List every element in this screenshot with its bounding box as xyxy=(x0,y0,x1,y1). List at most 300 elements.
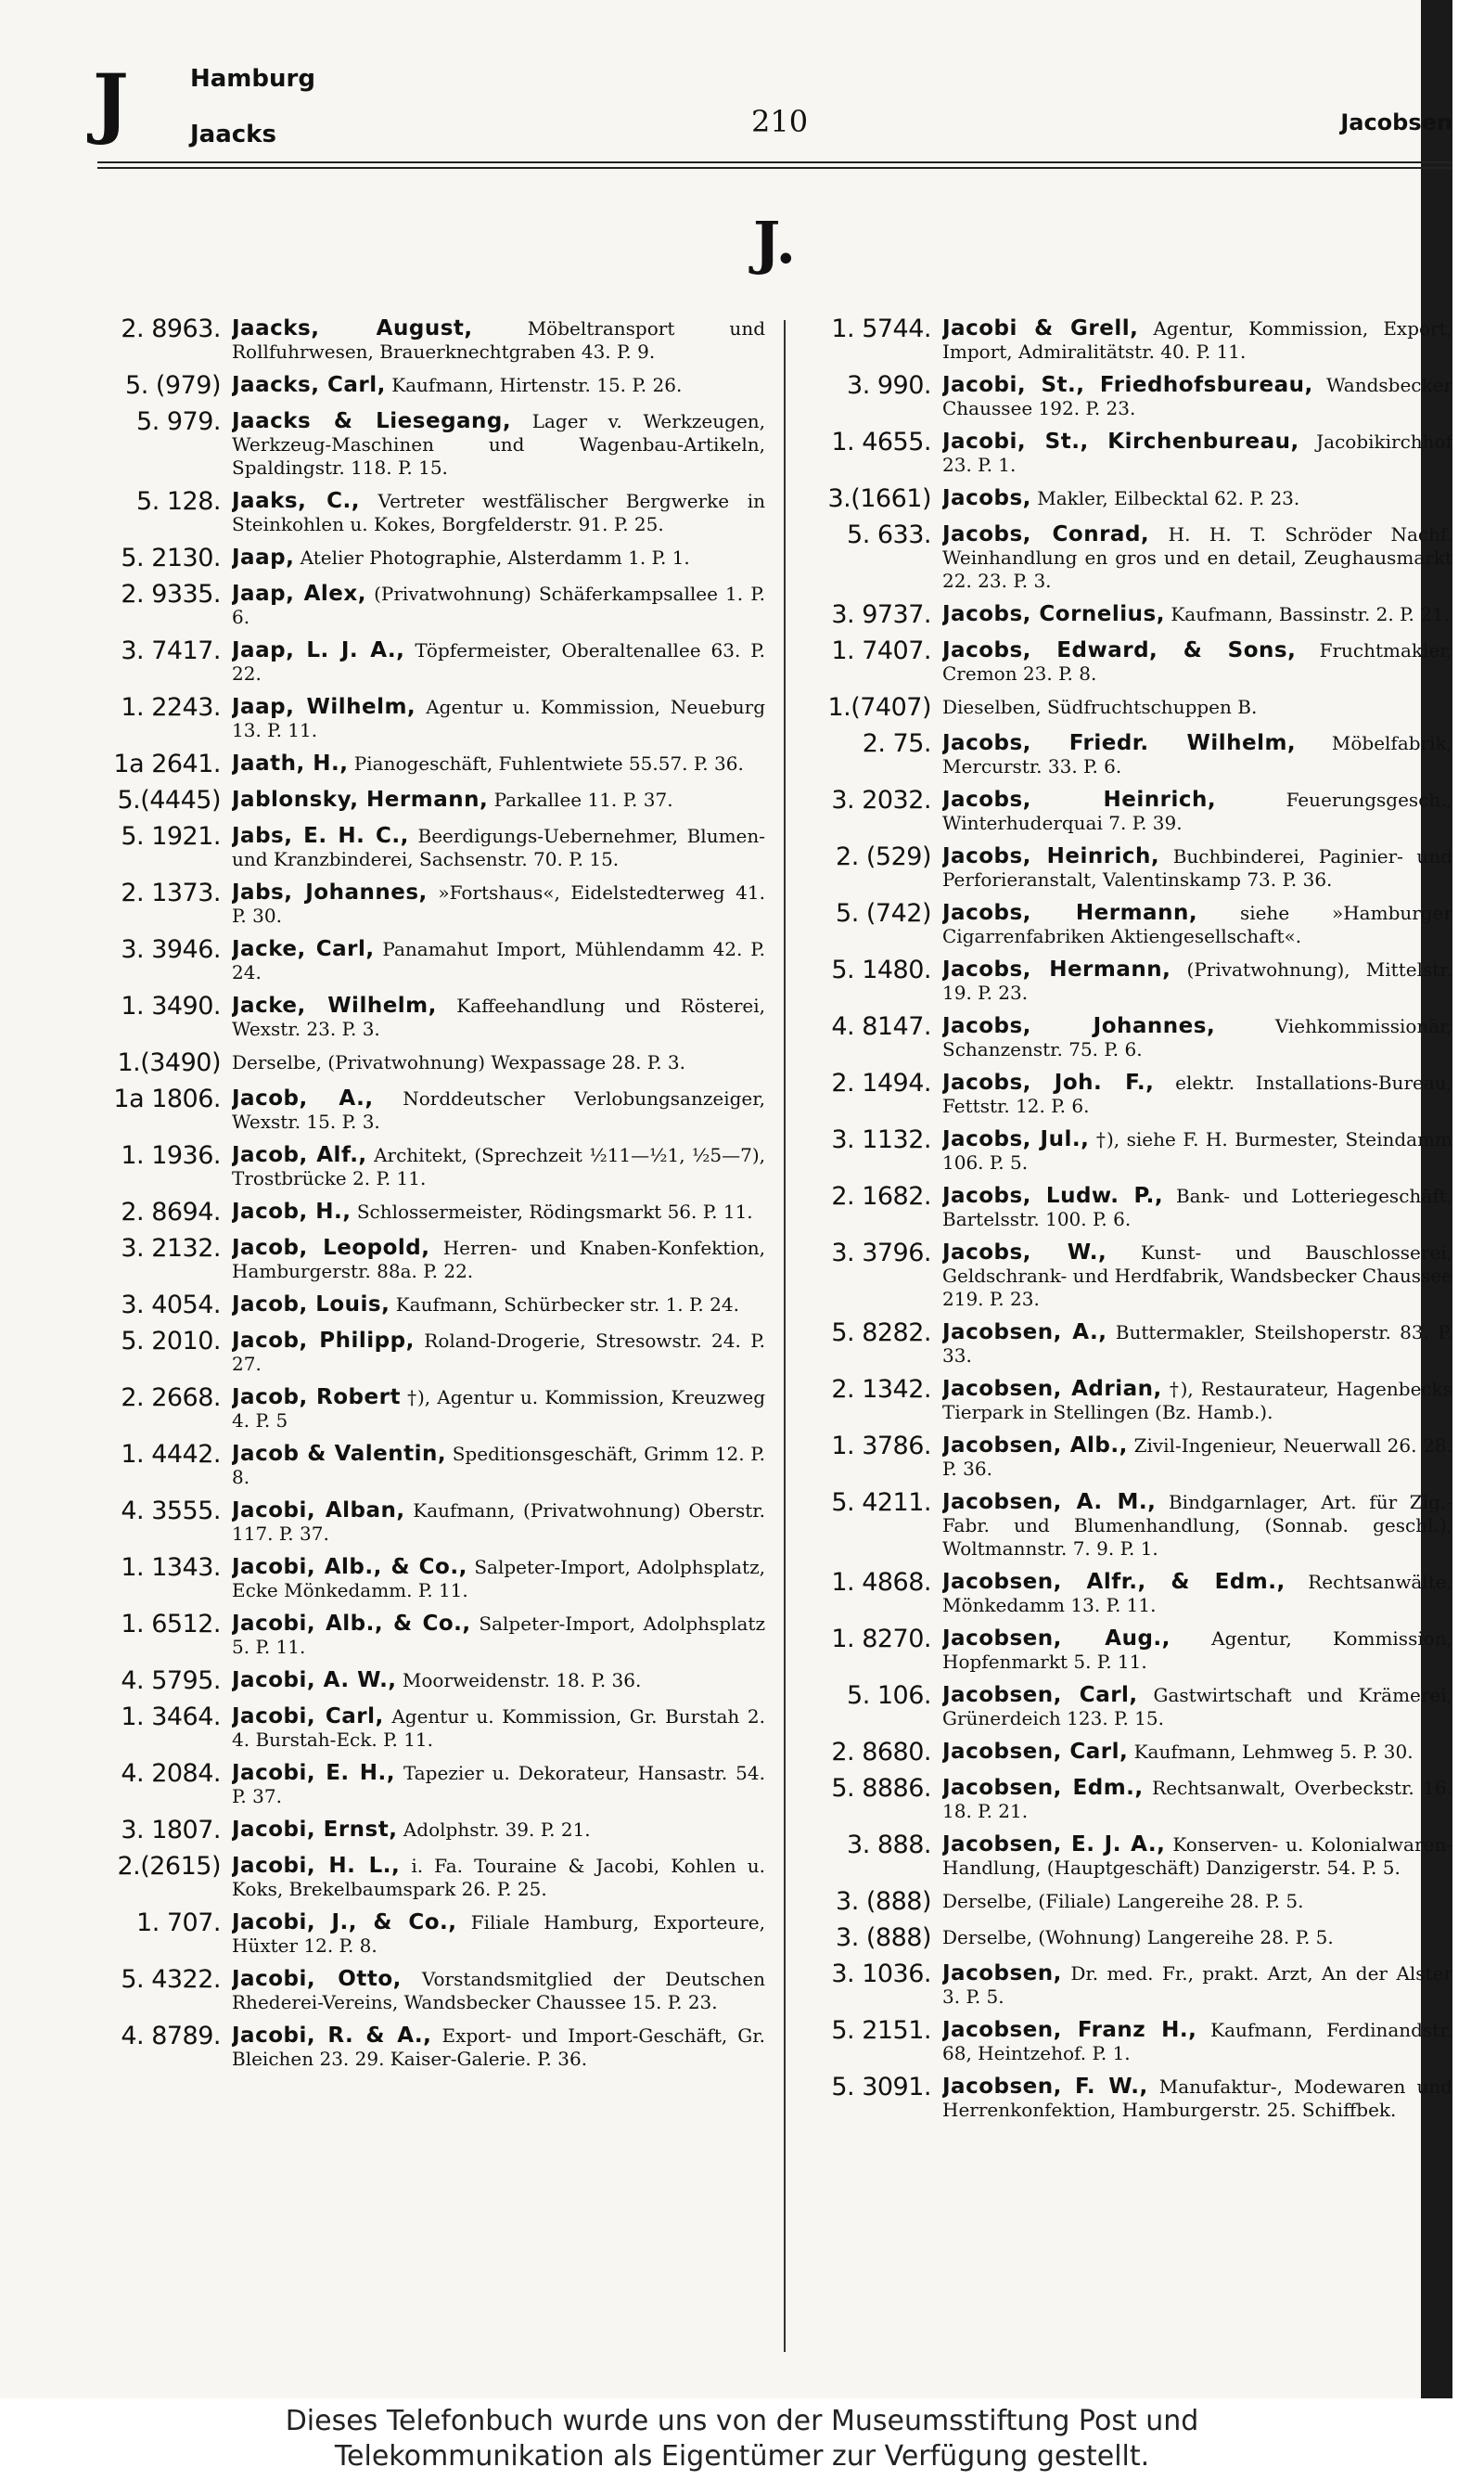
entry-name: Jacob, Leopold, xyxy=(232,1236,430,1260)
directory-entry xyxy=(803,787,1452,835)
phone-number: 5.(4445) xyxy=(117,786,221,815)
entry-details: Adolphstr. 39. P. 21. xyxy=(403,1818,591,1841)
directory-entry xyxy=(93,694,765,742)
entry-text xyxy=(942,1126,1452,1175)
directory-entry xyxy=(93,880,765,928)
entry-text xyxy=(232,1760,765,1808)
entry-details: Dr. med. Fr., prakt. Arzt, An der Alster 3. P. 5. xyxy=(942,1962,1452,2008)
entry-text xyxy=(232,372,765,400)
phone-number: 3. 4054. xyxy=(121,1291,221,1319)
entry-name: Jacobs, Hermann, xyxy=(942,957,1171,982)
directory-entry xyxy=(803,1625,1452,1674)
phone-number: 1. 2243. xyxy=(121,693,221,722)
phone-number: 4. 8789. xyxy=(121,2022,221,2050)
entry-name: Jacobsen, Alb., xyxy=(942,1433,1128,1458)
entry-details: Salpeter-Import, Adolphsplatz 5. P. 11. xyxy=(232,1613,765,1658)
directory-entry xyxy=(93,315,765,364)
phone-number: 3.(1661) xyxy=(827,484,931,513)
header-range-start: Jaacks xyxy=(190,121,276,148)
phone-number: 2.(2615) xyxy=(117,1852,221,1881)
entry-name: Jacobs, Heinrich, xyxy=(942,844,1160,868)
directory-entry xyxy=(803,1183,1452,1231)
directory-entry xyxy=(93,2023,765,2071)
entry-text xyxy=(232,936,765,984)
entry-text xyxy=(942,637,1452,686)
directory-entry xyxy=(803,730,1452,778)
entry-name: Jacobi, Alb., & Co., xyxy=(232,1612,471,1636)
phone-number: 2. 9335. xyxy=(121,580,221,609)
phone-number: 5. 8886. xyxy=(831,1774,931,1803)
entry-text xyxy=(232,637,765,686)
entry-name: Jacke, Carl, xyxy=(232,937,375,961)
left-column xyxy=(93,315,765,2079)
directory-entry xyxy=(93,1049,765,1077)
phone-number: 4. 2084. xyxy=(121,1759,221,1788)
entry-details: Derselbe, (Filiale) Langereihe 28. P. 5. xyxy=(942,1890,1304,1912)
entry-text xyxy=(232,2023,765,2071)
entry-name: Jaacks, Carl, xyxy=(232,373,386,397)
phone-number: 5. 4322. xyxy=(121,1965,221,1994)
phone-number: 3. 9737. xyxy=(831,600,931,629)
entry-text xyxy=(232,1554,765,1602)
phone-number: 3. 888. xyxy=(847,1831,931,1859)
entry-text xyxy=(942,1888,1452,1916)
phone-number: 1. 4442. xyxy=(121,1440,221,1469)
entry-name: Jaap, Wilhelm, xyxy=(232,695,416,719)
directory-entry xyxy=(803,1489,1452,1561)
entry-text xyxy=(942,1682,1452,1730)
entry-details: Kaufmann, Ferdinandstr. 68, Heintzehof. P. 1. xyxy=(942,2019,1452,2064)
directory-entry xyxy=(803,485,1452,513)
entry-name: Jacobi, E. H., xyxy=(232,1761,395,1785)
directory-entry xyxy=(93,1703,765,1752)
phone-number: 1. 3464. xyxy=(121,1703,221,1731)
entry-name: Jaap, L. J. A., xyxy=(232,638,405,662)
entry-text xyxy=(942,957,1452,1005)
directory-entry xyxy=(93,1909,765,1958)
directory-entry xyxy=(803,1775,1452,1823)
entry-details: Herren- und Knaben-Konfektion, Hamburgerstr. 88a. P. 22. xyxy=(232,1237,765,1282)
entry-name: Jacobs, Heinrich, xyxy=(942,788,1217,812)
phone-number: 3. 1132. xyxy=(831,1125,931,1154)
phone-number: 2. 1342. xyxy=(831,1375,931,1404)
directory-entry xyxy=(803,1888,1452,1916)
entry-text xyxy=(232,1384,765,1433)
header-rule-top xyxy=(97,161,1452,163)
directory-entry xyxy=(93,1199,765,1227)
entry-text xyxy=(232,1049,765,1077)
entry-details: Kaufmann, Lehmweg 5. P. 30. xyxy=(1133,1741,1414,1763)
directory-entry xyxy=(803,957,1452,1005)
entry-details: Agentur u. Kommission, Gr. Burstah 2. 4. Burstah-Eck. P. 11. xyxy=(232,1705,765,1751)
entry-details: Tapezier u. Dekorateur, Hansastr. 54. P. 37. xyxy=(232,1762,765,1807)
directory-entry xyxy=(93,637,765,686)
phone-number: 4. 8147. xyxy=(831,1012,931,1041)
entry-text xyxy=(232,1086,765,1134)
directory-entry xyxy=(93,1384,765,1433)
entry-details: Schlossermeister, Rödingsmarkt 56. P. 11. xyxy=(356,1201,753,1223)
header-city: Hamburg xyxy=(190,65,315,93)
phone-number: 4. 5795. xyxy=(121,1666,221,1695)
entry-text xyxy=(942,1775,1452,1823)
entry-text xyxy=(942,1960,1452,2009)
entry-name: Jabs, Johannes, xyxy=(232,880,428,905)
phone-number: 1. 4868. xyxy=(831,1568,931,1597)
entry-name: Jacobs, Friedr. Wilhelm, xyxy=(942,731,1297,755)
entry-name: Jacob, Louis, xyxy=(232,1292,390,1317)
directory-entry xyxy=(803,521,1452,593)
phone-number: 5. 979. xyxy=(136,407,221,436)
entry-details: Norddeutscher Verlobungsanzeiger, Wexstr. 15. P. 3. xyxy=(232,1087,765,1133)
entry-name: Jaacks, August, xyxy=(232,316,473,341)
directory-entry xyxy=(93,1235,765,1283)
directory-entry xyxy=(803,1240,1452,1311)
entry-text xyxy=(942,1739,1452,1767)
entry-text xyxy=(232,1909,765,1958)
entry-name: Jacob, Robert xyxy=(232,1385,401,1409)
entry-name: Jacke, Wilhelm, xyxy=(232,994,437,1018)
directory-entry xyxy=(803,429,1452,477)
entry-details: Filiale Hamburg, Exporteure, Hüxter 12. P. 8. xyxy=(232,1911,765,1957)
entry-details: Export- und Import-Geschäft, Gr. Bleichen 23. 29. Kaiser-Galerie. P. 36. xyxy=(232,2024,765,2070)
entry-name: Jacobs, Jul., xyxy=(942,1127,1090,1151)
phone-number: 5. 2130. xyxy=(121,544,221,572)
phone-number: 5. 633. xyxy=(847,520,931,549)
entry-text xyxy=(942,1183,1452,1231)
entry-text xyxy=(942,429,1452,477)
entry-details: Bank- und Lotteriegeschäft, Bartelsstr. 100. P. 6. xyxy=(942,1185,1452,1230)
directory-entry xyxy=(93,1966,765,2014)
entry-details: Agentur, Kommission, Hopfenmarkt 5. P. 11. xyxy=(942,1627,1452,1673)
entry-details: †), Restaurateur, Hagenbecks Tierpark in Stellingen (Bz. Hamb.). xyxy=(942,1378,1452,1423)
entry-text xyxy=(942,730,1452,778)
directory-entry xyxy=(803,1960,1452,2009)
phone-number: 5. 106. xyxy=(847,1681,931,1710)
phone-number: 3. (888) xyxy=(836,1887,931,1916)
directory-entry xyxy=(93,1667,765,1695)
entry-text xyxy=(232,880,765,928)
directory-entry xyxy=(803,694,1452,722)
entry-text xyxy=(232,488,765,536)
header-rule-bottom xyxy=(97,167,1452,169)
entry-name: Jacobsen, Edm., xyxy=(942,1776,1144,1800)
phone-number: 3. (888) xyxy=(836,1923,931,1952)
entry-details: Salpeter-Import, Adolphsplatz, Ecke Mönkedamm. P. 11. xyxy=(232,1556,765,1601)
directory-entry xyxy=(803,372,1452,420)
entry-text xyxy=(232,1235,765,1283)
entry-text xyxy=(232,1703,765,1752)
directory-entry xyxy=(93,372,765,400)
entry-name: Jacobsen, A. M., xyxy=(942,1490,1157,1514)
entry-name: Jaaks, C., xyxy=(232,489,360,513)
entry-name: Jacobsen, A., xyxy=(942,1320,1107,1344)
entry-details: Agentur, Kommission, Export, Import, Admiralitätstr. 40. P. 11. xyxy=(942,317,1452,363)
entry-details: Fruchtmakler, Cremon 23. P. 8. xyxy=(942,639,1452,685)
entry-name: Jacobi, J., & Co., xyxy=(232,1910,457,1934)
phone-number: 5. (979) xyxy=(125,371,221,400)
entry-text xyxy=(232,1611,765,1659)
entry-details: siehe »Hamburger Cigarrenfabriken Aktiengesellschaft«. xyxy=(942,902,1452,947)
entry-text xyxy=(942,787,1452,835)
entry-text xyxy=(942,694,1452,722)
entry-text xyxy=(942,2074,1452,2122)
entry-text xyxy=(232,1966,765,2014)
entry-details: Derselbe, (Wohnung) Langereihe 28. P. 5. xyxy=(942,1926,1334,1948)
directory-entry xyxy=(93,936,765,984)
entry-name: Jacobi, Carl, xyxy=(232,1704,384,1728)
entry-name: Jacobsen, E. J. A., xyxy=(942,1832,1166,1857)
directory-entry xyxy=(803,1682,1452,1730)
entry-details: elektr. Installations-Bureau, Fettstr. 12. P. 6. xyxy=(942,1072,1452,1117)
header-range-end: Jacobsen xyxy=(1340,109,1452,135)
entry-name: Jacobsen, xyxy=(942,1961,1062,1985)
entry-name: Jacobi, Ernst, xyxy=(232,1818,398,1842)
entry-name: Jacobs, Ludw. P., xyxy=(942,1184,1164,1208)
entry-name: Jacob, A., xyxy=(232,1086,374,1111)
directory-entry xyxy=(803,1831,1452,1880)
phone-number: 1. 3490. xyxy=(121,992,221,1021)
directory-entry xyxy=(93,1328,765,1376)
entry-name: Jabs, E. H. C., xyxy=(232,824,409,848)
entry-text xyxy=(232,1667,765,1695)
entry-text xyxy=(942,1831,1452,1880)
page-number: 210 xyxy=(751,104,809,139)
directory-entry xyxy=(93,581,765,629)
entry-name: Jacobs, xyxy=(942,486,1031,510)
entry-name: Jacobi, Otto, xyxy=(232,1967,402,1991)
entry-details: Architekt, (Sprechzeit ½11—½1, ½5—7), Trostbrücke 2. P. 11. xyxy=(232,1144,765,1189)
entry-name: Jaap, xyxy=(232,546,295,570)
entry-text xyxy=(232,545,765,572)
entry-name: Jacobs, W., xyxy=(942,1240,1107,1265)
right-column xyxy=(803,315,1452,2130)
entry-text xyxy=(942,1240,1452,1311)
directory-entry xyxy=(93,1142,765,1190)
entry-name: Jacobi, St., Kirchenbureau, xyxy=(942,430,1299,454)
entry-details: i. Fa. Touraine & Jacobi, Kohlen u. Koks, Brekelbaumspark 26. P. 25. xyxy=(232,1855,765,1900)
entry-text xyxy=(942,1070,1452,1118)
phone-number: 3. 990. xyxy=(847,371,931,400)
phone-number: 2. 8694. xyxy=(121,1198,221,1227)
phone-number: 1a 1806. xyxy=(113,1085,221,1113)
entry-details: Dieselben, Südfruchtschuppen B. xyxy=(942,696,1258,718)
phone-number: 1.(7407) xyxy=(827,693,931,722)
entry-text xyxy=(232,993,765,1041)
entry-text xyxy=(942,1433,1452,1481)
directory-entry xyxy=(803,1013,1452,1061)
phone-number: 2. 75. xyxy=(862,729,931,758)
directory-entry xyxy=(93,488,765,536)
entry-name: Jacob, Philipp, xyxy=(232,1329,415,1353)
phone-number: 1.(3490) xyxy=(117,1048,221,1077)
entry-details: (Privatwohnung) Schäferkampsallee 1. P. 6. xyxy=(232,583,765,628)
entry-name: Jacob, Alf., xyxy=(232,1143,367,1167)
entry-name: Jacobsen, F. W., xyxy=(942,2075,1148,2099)
entry-text xyxy=(942,601,1452,629)
phone-number: 3. 2032. xyxy=(831,786,931,815)
entry-text xyxy=(942,1924,1452,1952)
entry-name: Jacobsen, Carl, xyxy=(942,1740,1129,1764)
entry-name: Jacobsen, Aug., xyxy=(942,1626,1171,1651)
directory-entry xyxy=(803,1126,1452,1175)
phone-number: 1. 3786. xyxy=(831,1432,931,1460)
entry-details: Möbelfabrik, Mercurstr. 33. P. 6. xyxy=(942,732,1452,777)
entry-text xyxy=(232,787,765,815)
phone-number: 3. 3796. xyxy=(831,1239,931,1267)
phone-number: 4. 3555. xyxy=(121,1497,221,1525)
entry-name: Jacob, H., xyxy=(232,1200,352,1224)
entry-details: Kaffeehandlung und Rösterei, Wexstr. 23. P. 3. xyxy=(232,995,765,1040)
entry-name: Jacobi, A. W., xyxy=(232,1668,397,1692)
directory-entry xyxy=(803,1569,1452,1617)
entry-details: Kunst- und Bauschlosserei, Geldschrank- und Herdfabrik, Wandsbecker Chaussee 219. P. 23. xyxy=(942,1241,1452,1310)
entry-text xyxy=(942,1013,1452,1061)
entry-details: Kaufmann, Schürbecker str. 1. P. 24. xyxy=(395,1293,739,1316)
entry-text xyxy=(942,1376,1452,1424)
entry-text xyxy=(232,1328,765,1376)
entry-details: Töpfermeister, Oberaltenallee 63. P. 22. xyxy=(232,639,765,685)
entry-details: Zivil-Ingenieur, Neuerwall 26. 28. P. 36. xyxy=(942,1434,1452,1480)
entry-name: Jacobsen, Alfr., & Edm., xyxy=(942,1570,1286,1594)
directory-entry xyxy=(93,408,765,480)
phone-number: 5. 4211. xyxy=(831,1488,931,1517)
entry-name: Jaath, H., xyxy=(232,752,349,776)
entry-name: Jacobs, Edward, & Sons, xyxy=(942,638,1297,662)
phone-number: 1. 5744. xyxy=(831,315,931,343)
phone-number: 1. 1936. xyxy=(121,1141,221,1170)
entry-name: Jacobi, R. & A., xyxy=(232,2024,432,2048)
entry-text xyxy=(942,1489,1452,1561)
entry-details: Beerdigungs-Uebernehmer, Blumen- und Kranzbinderei, Sachsenstr. 70. P. 15. xyxy=(232,825,765,870)
entry-text xyxy=(942,2017,1452,2065)
directory-entry xyxy=(93,1497,765,1546)
phone-number: 2. 1494. xyxy=(831,1069,931,1098)
entry-details: Wandsbecker Chaussee 192. P. 23. xyxy=(942,374,1452,419)
entry-text xyxy=(232,1853,765,1901)
directory-entry xyxy=(803,637,1452,686)
directory-entry xyxy=(803,315,1452,364)
entry-text xyxy=(942,1625,1452,1674)
phone-number: 5. 3091. xyxy=(831,2073,931,2101)
entry-text xyxy=(232,823,765,871)
entry-details: Kaufmann, (Privatwohnung) Oberstr. 117. P. 37. xyxy=(232,1499,765,1545)
entry-details: Kaufmann, Hirtenstr. 15. P. 26. xyxy=(391,374,683,396)
directory-entry xyxy=(93,545,765,572)
entry-text xyxy=(232,751,765,778)
entry-name: Jacobsen, Franz H., xyxy=(942,2018,1197,2042)
entry-details: †), Agentur u. Kommission, Kreuzweg 4. P. 5 xyxy=(232,1386,765,1432)
directory-entry xyxy=(803,1319,1452,1368)
entry-details: H. H. T. Schröder Nachf. Weinhandlung en gros und en detail, Zeughausmarkt 22. 23. P. 3. xyxy=(942,523,1452,592)
entry-text xyxy=(232,1817,765,1844)
entry-text xyxy=(942,372,1452,420)
phone-number: 2. 8680. xyxy=(831,1738,931,1767)
entry-details: Atelier Photographie, Alsterdamm 1. P. 1. xyxy=(300,546,690,569)
entry-name: Jacobi, Alban, xyxy=(232,1498,405,1523)
directory-entry xyxy=(93,1760,765,1808)
entry-text xyxy=(942,900,1452,948)
footer-line-1: Dieses Telefonbuch wurde uns von der Museumsstiftung Post und xyxy=(285,2405,1199,2437)
directory-entry xyxy=(803,843,1452,892)
entry-name: Jaap, Alex, xyxy=(232,582,366,606)
entry-name: Jacobsen, Carl, xyxy=(942,1683,1138,1707)
entry-details: Rechtsanwälte, Mönkedamm 13. P. 11. xyxy=(942,1571,1452,1616)
entry-details: Kaufmann, Bassinstr. 2. P. 21. xyxy=(1171,603,1451,625)
entry-details: Vorstandsmitglied der Deutschen Rhederei-Vereins, Wandsbecker Chaussee 15. P. 23. xyxy=(232,1968,765,2013)
entry-details: Makler, Eilbecktal 62. P. 23. xyxy=(1037,487,1300,509)
entry-name: Jacobs, Hermann, xyxy=(942,901,1198,925)
entry-text xyxy=(232,1199,765,1227)
entry-name: Jacobi, Alb., & Co., xyxy=(232,1555,467,1579)
entry-text xyxy=(232,694,765,742)
directory-entry xyxy=(93,1611,765,1659)
directory-entry xyxy=(93,1817,765,1844)
entry-name: Jablonsky, Hermann, xyxy=(232,788,489,812)
phone-number: 5. 2151. xyxy=(831,2016,931,2045)
entry-details: Lager v. Werkzeugen, Werkzeug-Maschinen und Wagenbau-Artikeln, Spaldingstr. 118. P. 15. xyxy=(232,410,765,479)
directory-entry xyxy=(93,1853,765,1901)
directory-entry xyxy=(803,2074,1452,2122)
directory-entry xyxy=(93,1291,765,1319)
entry-text xyxy=(232,408,765,480)
entry-details: Moorweidenstr. 18. P. 36. xyxy=(402,1669,642,1691)
entry-details: Manufaktur-, Modewaren und Herrenkonfektion, Hamburgerstr. 25. Schiffbek. xyxy=(942,2075,1452,2121)
entry-name: Jaacks & Liesegang, xyxy=(232,409,512,433)
directory-entry xyxy=(803,900,1452,948)
entry-details: Speditionsgeschäft, Grimm 12. P. 8. xyxy=(232,1443,765,1488)
directory-entry xyxy=(93,993,765,1041)
phone-number: 1. 707. xyxy=(136,1908,221,1937)
directory-entry xyxy=(803,601,1452,629)
phone-number: 5. 128. xyxy=(136,487,221,516)
directory-entry xyxy=(93,787,765,815)
phone-number: 1. 6512. xyxy=(121,1610,221,1638)
phone-number: 1. 7407. xyxy=(831,636,931,665)
entry-details: Parkallee 11. P. 37. xyxy=(493,789,673,811)
entry-details: »Fortshaus«, Eidelstedterweg 41. P. 30. xyxy=(232,881,765,927)
entry-details: Bindgarnlager, Art. für Zig.-Fabr. und Blumenhandlung, (Sonnab. geschl.), Woltmannstr. 7. 9. P. 1. xyxy=(942,1491,1452,1560)
entry-text xyxy=(942,521,1452,593)
entry-details: Möbeltransport und Rollfuhrwesen, Brauerknechtgraben 43. P. 9. xyxy=(232,317,765,363)
directory-entry xyxy=(93,751,765,778)
phone-number: 5. 2010. xyxy=(121,1327,221,1356)
entry-text xyxy=(232,1291,765,1319)
entry-details: Konserven- u. Kolonialwaren-Handlung, (Hauptgeschäft) Danzigerstr. 54. P. 5. xyxy=(942,1833,1452,1879)
directory-entry xyxy=(93,1554,765,1602)
entry-text xyxy=(942,315,1452,364)
directory-entry xyxy=(93,1086,765,1134)
entry-details: Vertreter westfälischer Bergwerke in Steinkohlen u. Kokes, Borgfelderstr. 91. P. 25. xyxy=(232,490,765,535)
entry-details: Buttermakler, Steilshoperstr. 83. P. 33. xyxy=(942,1321,1452,1367)
entry-details: Derselbe, (Privatwohnung) Wexpassage 28. P. 3. xyxy=(232,1051,685,1073)
header-letter: J xyxy=(93,58,129,148)
entry-text xyxy=(942,485,1452,513)
entry-details: (Privatwohnung), Mittelstr. 19. P. 23. xyxy=(942,958,1452,1004)
entry-details: Roland-Drogerie, Stresowstr. 24. P. 27. xyxy=(232,1330,765,1375)
phone-number: 3. 3946. xyxy=(121,935,221,964)
entry-details: Feuerungsgesch., Winterhuderquai 7. P. 39. xyxy=(942,789,1452,834)
phone-number: 2. 1682. xyxy=(831,1182,931,1211)
entry-name: Jacobs, Joh. F., xyxy=(942,1071,1155,1095)
entry-text xyxy=(942,1319,1452,1368)
phone-number: 1a 2641. xyxy=(113,750,221,778)
entry-text xyxy=(942,1569,1452,1617)
entry-name: Jacobs, Cornelius, xyxy=(942,602,1165,626)
entry-name: Jacobi, H. L., xyxy=(232,1854,401,1878)
directory-entry xyxy=(803,1376,1452,1424)
footer-notice xyxy=(0,2398,1484,2480)
phone-number: 2. 8963. xyxy=(121,315,221,343)
